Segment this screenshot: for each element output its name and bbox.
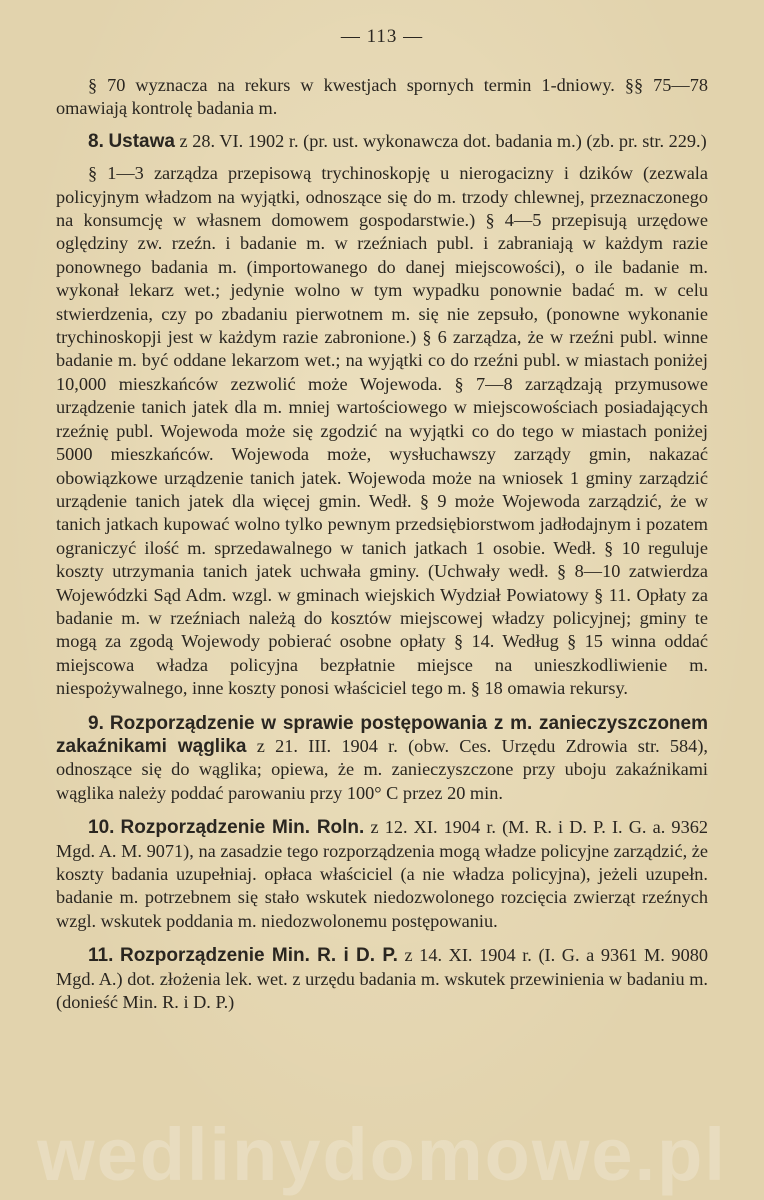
section-heading: Rozporządzenie Min. R. i D. P. [119,945,398,967]
page-number: — 113 — [340,26,424,47]
section-heading: Ustawa [108,130,175,152]
paragraph-text: z 14. XI. 1904 r. (I. G. a 9361 M. 9080 Mgd. A.) dot. złożenia lek. wet. z urzędu badania m. wskutek przewinienia w badaniu m. (donieść Min. R. i D. P.) [56,945,708,1013]
paragraph-section-8-body [56,162,708,700]
paragraph-text: z 28. VI. 1902 r. (pr. ust. wykonawcza dot. badania m.) (zb. pr. str. 229.) [179,130,707,151]
section-number: 9. [88,712,104,734]
paragraph-section-8 [56,130,708,153]
paragraph-text: § 70 wyznacza na rekurs w kwestjach spornych termin 1-dniowy. §§ 75—78 omawiają kontrolę badania m. [56,75,708,119]
section-number: 11. [88,945,114,967]
paragraph-intro [56,74,708,121]
paragraph-section-10 [56,816,708,933]
paragraph-text: z 12. XI. 1904 r. (M. R. i D. P. I. G. a. 9362 Mgd. A. M. 9071), na zasadzie tego rozporządzenia mogą władze policyjne zarządzić, że koszty badania uzupełniaj. opłaca właściciel (a nie władza policyjna), jeżeli uzupełn. badanie m. potrzebnem się stało wskutek niedozwolonego rozcięcia zwierząt rzeźnych wzgl. wskutek poddania m. niedozwolonemu postępowaniu. [56,817,708,931]
paragraph-text: § 1—3 zarządza przepisową trychinoskopję u nierogacizny i dzików (zezwala policyjnym władzom na wyjątki, odnoszące się do m. trzody chlewnej, przeznaczonego na konsumcję w własnem domowem gospodarstwie.) § 4—5 przepisują urzędowe oględziny zw. rzeźn. i badanie m. w rzeźniach publ. i zabraniają w każdym razie ponownego badania m. (importowanego do danej miejscowości), o ile badanie m. wykonał lekarz wet.; jedynie wolno w tym wypadku ponownie badać m. w celu stwierdzenia, czy po zbadaniu pierwotnem m. się nie zepsuło, (ponowne wykonanie trychinoskopji jest w każdym razie zabronione.) § 6 zarządza, że w rzeźni publ. winne badanie m. być oddane lekarzom wet.; na wyjątki co do rzeźni publ. w miastach poniżej 10,000 mieszkańców zezwolić może Wojewoda. § 7—8 zarządzają przymusowe urządzenie tanich jatek dla m. mniej wartościowego w miejscowościach posiadających rzeźnię publ. Wojewoda może się zgodzić na wyjątki co do tego w miastach poniżej 5000 mieszkańców. Wojewoda może, wysłuchawszy zarządy gmin, nakazać obowiązkowe urządzenie tanich jatek. Wojewoda może na wniosek 1 gminy zarządzić urządenie tanich jatek dla więcej gmin. Wedł. § 9 może Wojewoda zarządzić, że w tanich jatkach kupować wolno tylko pewnym przedsiębiorstwom jadłodajnym i pozatem ograniczyć ilość m. sprzedawalnego w tanich jatkach 1 osobie. Wedł. § 10 reguluje koszty utrzymania tanich jatek uchwała gminy. (Uchwały wedł. § 8—10 zatwierdza Wojewódzki Sąd Adm. wzgl. w gminach wiejskich Wydział Powiatowy § 11. Opłaty za badanie m. w rzeźniach należą do kosztów miejscowej władzy policyjnej; gminy te mogą za zgodą Wojewody pobierać osobne opłaty § 14. Według § 15 winna oddać miejscowa władza policyjna bezpłatnie miejsce na unieszkodliwienie m. niespożywalnego, inne koszty ponosi właściciel tego m. § 18 omawia rekursy. [56,163,708,699]
section-number: 8. [88,130,104,152]
section-heading: Rozporządzenie w sprawie postępowania z m. zanieczyszczonem zakaźnikami wąglika [56,712,708,757]
section-number: 10. [88,817,115,839]
paragraph-section-11 [56,944,708,1014]
watermark: wedlinydomowe.pl [37,1113,727,1196]
section-heading: Rozporządzenie Min. Roln. [120,817,365,839]
paragraph-text: z 21. III. 1904 r. (obw. Ces. Urzędu Zdrowia str. 584), odnoszące się do wąglika; opiewa, że m. zanieczyszczone przy uboju zakaźnikami wąglika należy poddać parowaniu przy 100° C przez 20 min. [56,735,708,803]
paragraph-section-9 [56,712,708,806]
